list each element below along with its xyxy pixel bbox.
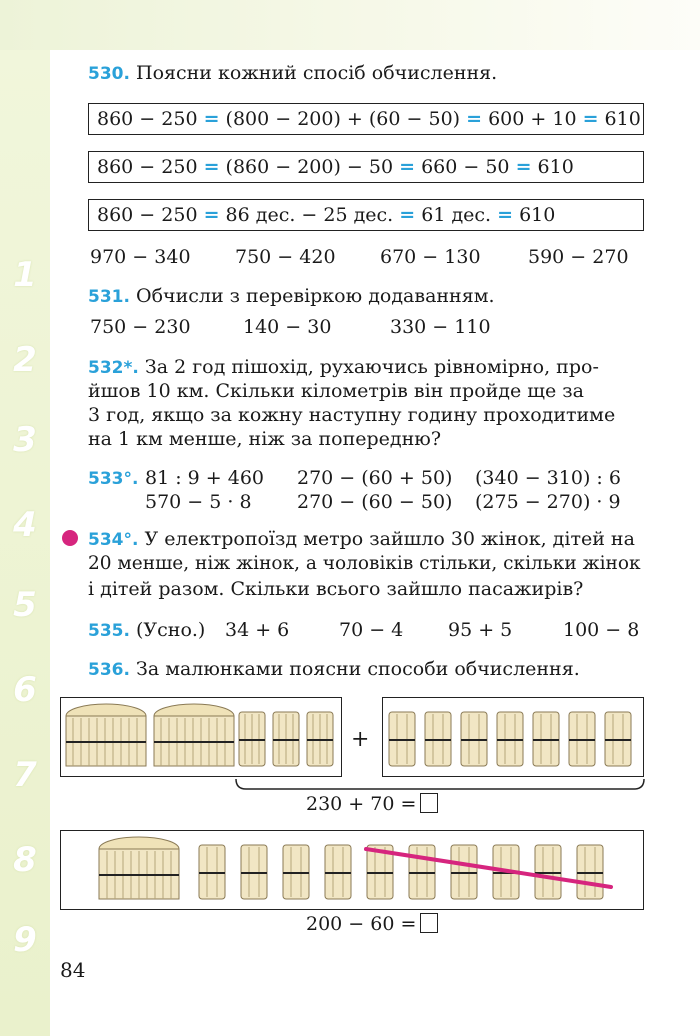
box2-part: 860 − 250 — [97, 156, 204, 178]
plus-sign: + — [351, 727, 370, 752]
side-number-8: 8 — [13, 840, 37, 880]
box3-equals: = — [203, 204, 220, 226]
box2-part: 610 — [531, 156, 574, 178]
side-number-7: 7 — [13, 755, 37, 795]
box1-part: (800 − 200) + (60 − 50) — [219, 108, 467, 130]
exercise-532-line: йшов 10 км. Скільки кілометрів він пройде ще за — [88, 380, 584, 402]
exercise-535-heading — [88, 619, 205, 641]
hundred-bundle-icon — [154, 704, 234, 766]
expression: 570 − 5 · 8 — [145, 491, 252, 513]
expression: 330 − 110 — [390, 316, 491, 338]
box3-part: 61 дес. — [415, 204, 498, 226]
expression: 270 − (60 − 50) — [297, 491, 453, 513]
ten-bundle-icon — [239, 712, 333, 766]
bundles-frame-right — [382, 697, 644, 777]
side-number-1: 1 — [13, 255, 37, 295]
box2-part: (860 − 200) − 50 — [219, 156, 400, 178]
exercise-534-text: У електропоїзд метро зайшло 30 жінок, дітей на — [144, 528, 635, 550]
exercise-532-line — [88, 356, 599, 378]
side-number-3: 3 — [13, 420, 37, 460]
ten-bundles-illustration — [383, 698, 643, 776]
exercise-534-line: 20 менше, ніж жінок, а чоловіків стільки, скільки жінок — [88, 553, 641, 574]
exercise-536-text: За малюнками поясни способи обчислення. — [136, 658, 580, 680]
exercise-534-line — [88, 528, 635, 550]
exercise-530-heading — [88, 62, 497, 84]
hundred-bundle-icon — [66, 704, 146, 766]
exercise-531-heading — [88, 285, 495, 307]
exercise-535-number: 535. — [88, 621, 130, 641]
stick-bundles-illustration — [61, 698, 341, 776]
expression: (340 − 310) : 6 — [475, 467, 621, 489]
box1-equals: = — [203, 108, 220, 130]
box3-equals: = — [399, 204, 416, 226]
exercise-534-number: 534°. — [88, 530, 139, 550]
grouping-brace — [230, 777, 650, 795]
exercise-532-text: За 2 год пішохід, рухаючись рівномірно, про- — [144, 356, 599, 378]
expression: 81 : 9 + 460 — [145, 467, 265, 489]
exercise-533-number — [88, 467, 138, 489]
exercise-532-line: на 1 км менше, ніж за попередню? — [88, 428, 442, 450]
exercise-533-number-label: 533°. — [88, 469, 139, 489]
caption-difference — [306, 913, 438, 935]
box2-equals: = — [203, 156, 220, 178]
method-box-3 — [88, 199, 644, 231]
expression: 970 − 340 — [90, 246, 191, 268]
caption-sum — [306, 793, 438, 815]
box2-part: 660 − 50 — [415, 156, 516, 178]
exercise-536-heading — [88, 658, 580, 680]
exercise-536-number: 536. — [88, 660, 130, 680]
side-number-5: 5 — [13, 585, 37, 625]
subtraction-bundles-illustration — [61, 831, 643, 909]
answer-box[interactable] — [420, 913, 438, 933]
expression: 270 − (60 + 50) — [297, 467, 453, 489]
box3-part: 610 — [513, 204, 556, 226]
side-band — [0, 50, 50, 1036]
page-number: 84 — [60, 958, 86, 982]
expression: 750 − 420 — [235, 246, 336, 268]
box1-part: 600 + 10 — [482, 108, 583, 130]
strike-line — [366, 849, 611, 887]
exercise-532-number: 532*. — [88, 358, 139, 378]
box2-equals: = — [399, 156, 416, 178]
bullet-icon — [62, 530, 78, 546]
expression: 670 − 130 — [380, 246, 481, 268]
expression: 140 − 30 — [243, 316, 332, 338]
bundles-frame-left — [60, 697, 342, 777]
side-number-6: 6 — [13, 670, 37, 710]
expression: 100 − 8 — [563, 619, 640, 641]
caption-sum-text: 230 + 70 = — [306, 793, 417, 815]
box1-equals: = — [582, 108, 599, 130]
exercise-534-line: і дітей разом. Скільки всього зайшло пасажирів? — [88, 578, 584, 600]
method-box-2 — [88, 151, 644, 183]
exercise-532-line: 3 год, якщо за кожну наступну годину проходитиме — [88, 404, 616, 426]
box1-equals: = — [466, 108, 483, 130]
expression: 34 + 6 — [225, 619, 290, 641]
exercise-531-number: 531. — [88, 287, 130, 307]
box1-part: 610 — [598, 108, 641, 130]
expression: 750 − 230 — [90, 316, 191, 338]
bundles-frame-bottom — [60, 830, 644, 910]
exercise-530-text: Поясни кожний спосіб обчислення. — [136, 62, 498, 84]
box1-part: 860 − 250 — [97, 108, 204, 130]
expression: 95 + 5 — [448, 619, 513, 641]
box2-equals: = — [515, 156, 532, 178]
answer-box[interactable] — [420, 793, 438, 813]
expression: (275 − 270) · 9 — [475, 491, 621, 513]
method-box-1 — [88, 103, 644, 135]
box3-equals: = — [497, 204, 514, 226]
caption-difference-text: 200 − 60 = — [306, 913, 417, 935]
expression: 70 − 4 — [339, 619, 404, 641]
exercise-530-number: 530. — [88, 64, 130, 84]
side-number-9: 9 — [13, 920, 37, 960]
hundred-bundle-icon — [99, 837, 179, 899]
box3-part: 86 дес. − 25 дес. — [219, 204, 400, 226]
side-number-4: 4 — [13, 505, 37, 545]
exercise-531-text: Обчисли з перевіркою додаванням. — [136, 285, 495, 307]
exercise-535-label: (Усно.) — [136, 619, 206, 641]
side-number-2: 2 — [13, 340, 37, 380]
expression: 590 − 270 — [528, 246, 629, 268]
box3-part: 860 − 250 — [97, 204, 204, 226]
top-band — [0, 0, 700, 50]
